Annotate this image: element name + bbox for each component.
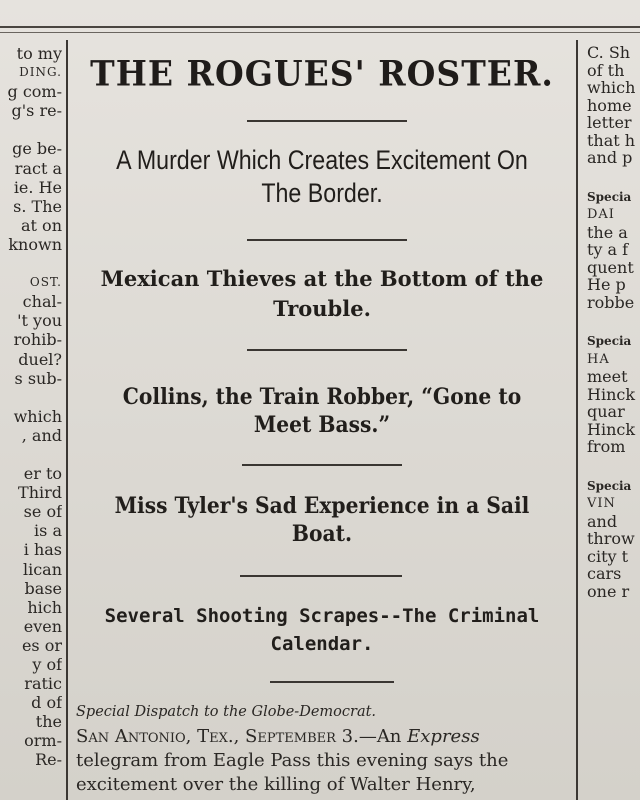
left-col-line: hich	[27, 597, 62, 617]
right-col-line: throw	[587, 529, 635, 548]
right-col-line: the a	[587, 222, 628, 242]
headline: THE ROGUES' ROSTER.	[90, 53, 554, 94]
right-col-line: cars	[587, 564, 622, 583]
left-col-line	[0, 445, 62, 464]
left-col-line: ge be-	[12, 139, 62, 159]
left-col-line: DING.	[19, 65, 62, 80]
right-col-line: He p	[587, 275, 626, 294]
deck-mexican-thieves: Mexican Thieves at the Bottom of the Trouble.	[100, 266, 544, 321]
column-rule-right	[576, 40, 578, 800]
left-col-line: known	[8, 234, 62, 254]
right-column	[587, 44, 640, 600]
right-col-line: Hinck	[587, 419, 636, 439]
right-col-line: Specia	[587, 334, 632, 348]
body-line: telegram from Eagle Pass this evening says the	[76, 750, 509, 771]
left-col-line: to my	[16, 44, 62, 63]
deck-rule	[270, 681, 394, 683]
left-col-line: d of	[31, 693, 62, 713]
right-col-line: which	[587, 78, 636, 97]
left-col-line: i has	[23, 540, 62, 560]
left-col-line: at on	[21, 215, 62, 235]
left-col-line: is a	[34, 521, 62, 541]
left-col-line: OST.	[29, 275, 62, 290]
body-text-fragment: —An	[358, 726, 408, 747]
left-col-line	[0, 254, 62, 273]
right-col-line: that h	[587, 130, 636, 150]
left-col-line: 't you	[17, 311, 62, 331]
right-col-line: Specia	[587, 478, 632, 493]
left-col-line: chal-	[22, 292, 62, 312]
left-col-line: y of	[32, 655, 62, 674]
left-col-line	[0, 388, 62, 407]
deck-rule	[240, 575, 402, 577]
left-col-line: base	[24, 578, 62, 598]
left-col-line	[0, 120, 62, 139]
headline-rule	[247, 120, 407, 122]
right-col-line: meet	[587, 367, 628, 386]
article-body	[76, 725, 568, 797]
top-rule-thin	[0, 32, 640, 33]
left-col-line: Third	[18, 483, 62, 503]
left-col-line: which	[13, 406, 62, 426]
left-col-line: ract a	[14, 158, 62, 178]
left-col-line: se of	[23, 502, 62, 522]
dispatch-line: Special Dispatch to the Globe-Democrat.	[76, 704, 377, 720]
newspaper-name: Express	[407, 726, 480, 747]
left-col-line: lican	[22, 559, 62, 579]
left-column	[0, 44, 62, 770]
right-col-line: Specia	[587, 189, 632, 204]
body-line: excitement over the killing of Walter Henry,	[76, 774, 476, 795]
right-col-gap	[587, 456, 640, 478]
left-col-line: g's re-	[11, 101, 62, 121]
body-line	[76, 725, 568, 749]
right-col-line: VIN	[587, 496, 616, 511]
right-col-line: quent	[587, 257, 634, 277]
dateline: San Antonio, Tex., September 3.	[76, 726, 359, 747]
left-col-line: , and	[21, 425, 62, 445]
left-col-line: orm-	[24, 731, 62, 751]
right-col-line: city t	[587, 546, 629, 566]
right-col-line: letter	[587, 113, 632, 132]
left-col-line: s. The	[13, 196, 62, 216]
left-col-line: ie. He	[13, 177, 62, 197]
right-col-gap	[587, 311, 640, 333]
deck-murder: A Murder Which Creates Excitement On The Border.	[116, 145, 528, 208]
deck-rule	[242, 464, 402, 466]
right-col-line: of th	[587, 60, 625, 80]
column-rule-left	[66, 40, 68, 800]
right-col-line: one r	[587, 581, 630, 600]
deck-collins: Collins, the Train Robber, “Gone to Meet Bass.”	[122, 384, 522, 438]
right-col-line: and	[587, 511, 618, 531]
left-col-line: Re-	[35, 750, 62, 770]
right-col-gap	[587, 167, 640, 189]
left-col-line: rohib-	[13, 330, 62, 350]
right-col-line: HA	[587, 351, 610, 367]
deck-rule	[247, 239, 407, 241]
top-rule	[0, 26, 640, 28]
deck-shooting-scrapes: Several Shooting Scrapes--The Criminal Calendar.	[104, 605, 540, 655]
right-col-line: Hinck	[587, 384, 636, 404]
left-col-line: s sub-	[14, 368, 62, 388]
right-col-line: from	[587, 437, 626, 456]
left-col-line: the	[35, 712, 62, 732]
right-col-line: robbe	[587, 292, 635, 312]
left-col-line: even	[23, 616, 62, 636]
left-col-line: g com-	[7, 82, 62, 102]
left-col-line: ratic	[24, 674, 62, 694]
deck-rule	[247, 349, 407, 351]
right-col-line: quar	[587, 402, 625, 421]
left-col-line: es or	[21, 635, 62, 655]
left-col-line: er to	[23, 464, 62, 484]
right-col-line: and p	[587, 148, 633, 167]
right-col-line: DAI	[587, 207, 615, 222]
right-col-line: home	[587, 95, 632, 115]
right-col-line: ty a f	[587, 240, 629, 259]
left-col-line: duel?	[18, 349, 62, 369]
deck-miss-tyler: Miss Tyler's Sad Experience in a Sail Boat.	[114, 493, 530, 547]
right-col-line: C. Sh	[587, 44, 631, 62]
